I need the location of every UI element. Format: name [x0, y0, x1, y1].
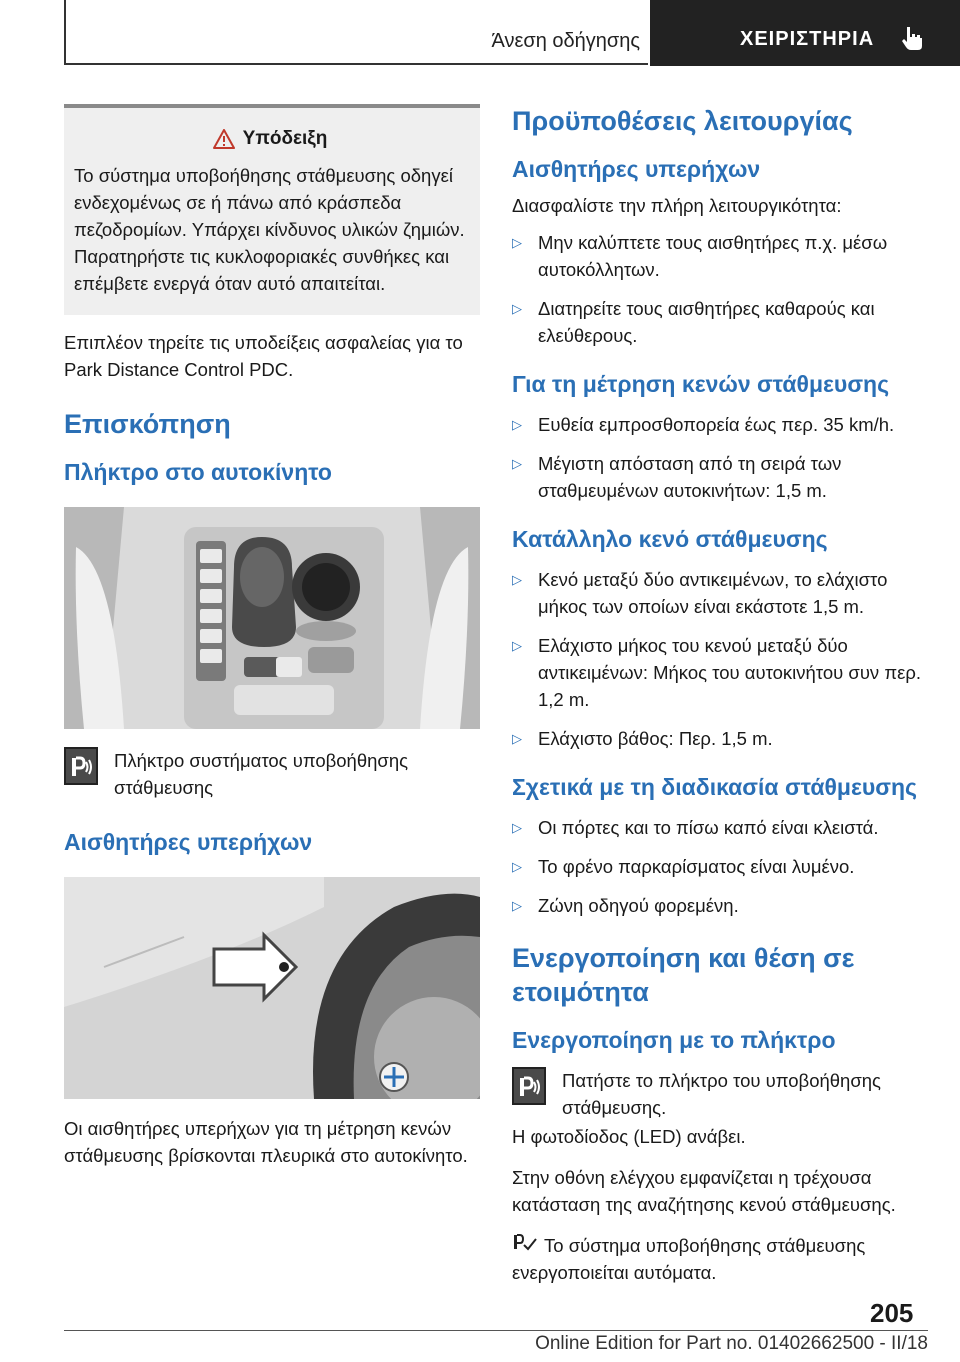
- list-item: ▷ Μέγιστη απόσταση από τη σειρά των σταθμευμένων αυτοκινήτων: 1,5 m.: [512, 450, 928, 504]
- activation-subheading: Ενεργοποίηση με το πλήκτρο: [512, 1027, 836, 1053]
- process-list: [512, 814, 928, 919]
- sensors-heading-right: Αισθητήρες υπερήχων: [512, 156, 761, 182]
- footer-rule: [64, 1330, 928, 1331]
- intro-text: Επιπλέον τηρείτε τις υποδείξεις ασφαλείας για το Park Distance Control PDC.: [64, 332, 463, 380]
- list-item: ▷ Μην καλύπτετε τους αισθητήρες π.χ. μέσω αυτοκόλλητων.: [512, 229, 928, 283]
- press-text: Πατήστε το πλήκτρο του υποβοήθησης στάθμευσης.: [562, 1070, 881, 1118]
- note-title: Υπόδειξη: [242, 128, 328, 149]
- sensors-list: [512, 229, 928, 349]
- warning-triangle-icon: [213, 129, 235, 149]
- display-text: Στην οθόνη ελέγχου εμφανίζεται η τρέχουσα κατάσταση της αναζήτησης κενού στάθμευσης.: [512, 1167, 896, 1215]
- parking-assist-button-icon: [64, 747, 98, 785]
- parking-assist-button-icon: [512, 1067, 546, 1105]
- auto-text: Το σύστημα υποβοήθησης στάθμευσης ενεργοποιείται αυτόματα.: [512, 1235, 866, 1283]
- hand-pointer-icon: [898, 24, 926, 52]
- parking-assist-display-icon: [512, 1233, 538, 1255]
- sensor-illustration: [64, 877, 480, 1099]
- console-image: [64, 507, 480, 729]
- press-row: [512, 1067, 928, 1121]
- left-column: [64, 104, 480, 1169]
- section-label: ΧΕΙΡΙΣΤΗΡΙΑ: [740, 28, 875, 50]
- button-caption-row: [64, 747, 480, 801]
- list-item: ▷ Διατηρείτε τους αισθητήρες καθαρούς και ελεύθερους.: [512, 295, 928, 349]
- note-text: Το σύστημα υποβοήθησης στάθμευσης οδηγεί ενδεχομένως σε ή πάνω από κράσπεδα πεζοδρομίων. Υπάρχει κίνδυνος υλικών ζημιών. Παρατηρήστε τις κυκλοφοριακές συνθήκες και επέμβετε ενεργά όταν αυτό απαιτείται.: [74, 165, 465, 294]
- measure-heading: Για τη μέτρηση κενών στάθμευσης: [512, 371, 890, 397]
- list-item: ▷ Κενό μεταξύ δύο αντικειμένων, το ελάχιστο μήκος των οποίων είναι εκάστοτε 1,5 m.: [512, 566, 928, 620]
- overview-heading: Επισκόπηση: [64, 409, 231, 439]
- sensors-heading-left: Αισθητήρες υπερήχων: [64, 829, 313, 855]
- note-header: [74, 128, 466, 150]
- measure-list: [512, 411, 928, 504]
- header-rule-left: [64, 0, 66, 64]
- console-illustration: [64, 507, 480, 729]
- sensors-caption: Οι αισθητήρες υπερήχων για τη μέτρηση κενών στάθμευσης βρίσκονται πλευρικά στο αυτοκίνητο.: [64, 1118, 468, 1166]
- auto-text-row: [512, 1232, 928, 1286]
- prereq-heading: Προϋποθέσεις λειτουργίας: [512, 106, 853, 136]
- button-caption: Πλήκτρο συστήματος υποβοήθησης στάθμευσης: [114, 750, 409, 798]
- list-item: ▷ Ζώνη οδηγού φορεμένη.: [512, 892, 928, 919]
- chapter-title: Άνεση οδήγησης: [491, 30, 640, 52]
- footer-edition: Online Edition for Part no. 01402662500 - II/18: [535, 1333, 928, 1354]
- activation-heading: Ενεργοποίηση και θέση σε ετοιμότητα: [512, 943, 855, 1007]
- warning-note: [64, 104, 480, 315]
- list-item: ▷ Ελάχιστο μήκος του κενού μεταξύ δύο αντικειμένων: Μήκος του αυτοκινήτου συν περ. 1,2 m.: [512, 632, 928, 713]
- right-column: [512, 104, 928, 1286]
- page-number: 205: [870, 1298, 914, 1328]
- list-item: ▷ Το φρένο παρκαρίσματος είναι λυμένο.: [512, 853, 928, 880]
- sensors-intro: Διασφαλίστε την πλήρη λειτουργικότητα:: [512, 195, 842, 216]
- section-tab: [650, 0, 960, 66]
- gap-list: [512, 566, 928, 752]
- led-text: Η φωτοδίοδος (LED) ανάβει.: [512, 1126, 746, 1147]
- list-item: ▷ Ελάχιστο βάθος: Περ. 1,5 m.: [512, 725, 928, 752]
- list-item: ▷ Οι πόρτες και το πίσω καπό είναι κλειστά.: [512, 814, 928, 841]
- button-heading: Πλήκτρο στο αυτοκίνητο: [64, 459, 332, 485]
- sensor-image: [64, 877, 480, 1099]
- process-heading: Σχετικά με τη διαδικασία στάθμευσης: [512, 774, 918, 800]
- header-rule-bottom: [64, 63, 648, 65]
- list-item: ▷ Ευθεία εμπροσθοπορεία έως περ. 35 km/h.: [512, 411, 928, 438]
- gap-heading: Κατάλληλο κενό στάθμευσης: [512, 526, 828, 552]
